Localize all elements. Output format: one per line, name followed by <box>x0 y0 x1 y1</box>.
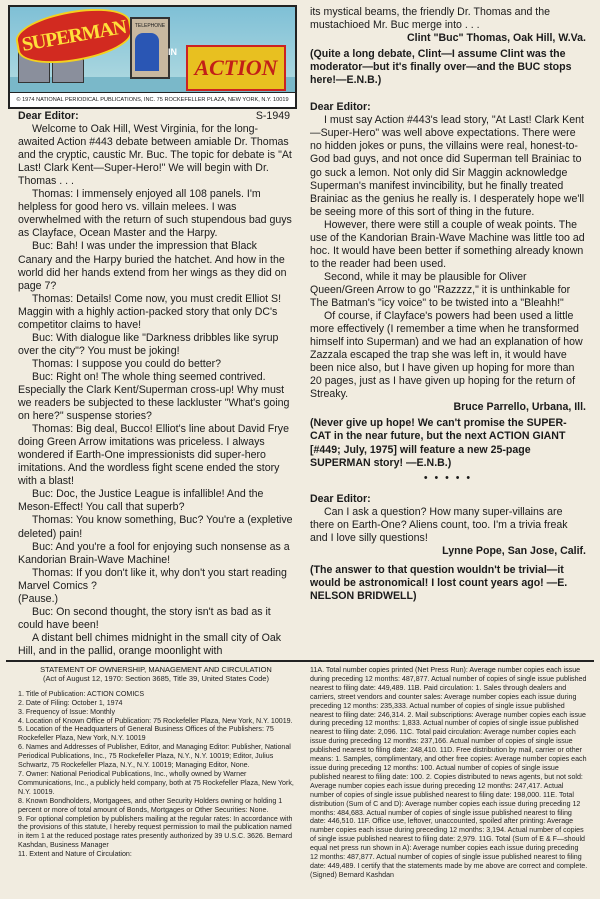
booth-sign: TELEPHONE <box>134 23 166 29</box>
editor-reply: (Never give up hope! We can't promise the SUPER-CAT in the near future, but the next ACTION GIANT [#449; July, 1975] will feature a new 25-page SUPERMAN story! —E.N.B.) <box>310 417 567 469</box>
in-text: IN <box>168 47 177 57</box>
letter-paragraph: However, there were still a couple of weak points. The use of the Kandorian Brain-Wave Machine was little too ad hoc. It would have been better if something already known to the reader had been used. <box>310 218 585 270</box>
letter-paragraph: (Pause.) <box>18 592 59 605</box>
letter-paragraph: Thomas: Big deal, Bucco! Elliot's line about David Frye doing Green Arrow imitations was priceless. I always wondered if Earth-One impressionists did super-hero imitations. And the wordless fight scene ended the story with a blast! <box>18 423 289 488</box>
letter-paragraph: Buc: Doc, the Justice League is infallible! And the Meson-Effect! You call that superb? <box>18 488 264 514</box>
letter-paragraph: Buc: Right on! The whole thing seemed contrived. Especially the Clark Kent/Superman cross-up! Why must we readers be subjected to these lackluster "What's going on here?" suspense stories? <box>18 370 290 423</box>
salutation: Dear Editor: <box>310 492 371 505</box>
ownership-statement-right <box>310 666 588 880</box>
salutation: Dear Editor: <box>18 110 79 122</box>
action-logo: ACTION <box>186 45 286 91</box>
superman-logo: SUPERMAN <box>13 5 136 71</box>
statement-items: 1. Title of Publication: ACTION COMICS 2. Date of Filing: October 1, 1974 3. Frequency of Issue: Monthly 4. Location of Known Office of Publication: 75 Rockefeller Plaza, New York, N.Y. 10019. 5. Location of the Headquarters of General Business Offices of the Publishers: 75 Rockefeller Plaza, New York, N.Y. 10019 6. Names and Addresses of Publisher, Editor, and Managing Editor: Publisher, National Periodical Publications, Inc., 75 Rockefeller Plaza, N.Y., N.Y. 10019; Editor, Julius Schwartz, 75 Rockefeller Plaza, N.Y., N.Y. 10019; Managing Editor, None. 7. Owner: National Periodical Publications, Inc., wholly owned by Warner Communications, Inc., a publicly held company, both at 75 Rockefeller Plaza, New York, N.Y. 10019. 8. Known Bondholders, Mortgagees, and other Security Holders owning or holding 1 percent or more of total amount of Bonds, Mortgages or Other Securities: None. 9. For optional completion by publishers mailing at the regular rates: In accordance with the provisions of this statute, I hereby request permission to mail the publication named in item 1 at the reduced postage rates presently authorized by 39 U.S.C. 3626. Bernard Kashdan, Business Manager 11. Extent and Nature of Circulation: <box>18 689 294 859</box>
right-column <box>310 6 586 603</box>
letter-paragraph: Buc: Bah! I was under the impression that Black Canary and the Harpy buried the hatchet. And how in the world did her hands extend from her wings as they did on page 7? <box>18 240 287 292</box>
letter-paragraph: I must say Action #443's lead story, "At Last! Clark Kent—Super-Hero" was well above expectations. There were no hidden jokes or puns, the villains were real, honest-to-God bad guys, and not once did Superman tell Brainiac to go suck a lemon. Not only did Sir Maggin acknowledge Superman's manifest invincibility, but he finally treated Brainiac as the genius he really is. I desperately hope we'll be seeing more of this sort of thing in the future. <box>310 114 585 218</box>
statement-title: STATEMENT OF OWNERSHIP, MANAGEMENT AND CIRCULATION <box>40 665 272 674</box>
letter-paragraph: Of course, if Clayface's powers had been used a little more effectively (I remember a time when he transformed himself into Superman) and we had an explanation of how Zazzala escaped the trap she was left in, it would have been nice also, but I have given up hoping for more than 20 pages, just as I have given up hoping for the return of Streaky. <box>310 310 583 401</box>
superman-figure <box>135 33 159 71</box>
circulation-figures: 11A. Total number copies printed (Net Press Run): Average number copies each issue during preceding 12 months: 487,877. Actual number of copies of single issue published nearest to filing date: 449,489. 11B. Paid circulation: 1. Sales through dealers and carriers, street vendors and counter sales: Average number copies each issue during preceding 12 months: 235,333. Actual number of copies of single issue published nearest to filing date: 246,314. 2. Mail subscriptions: Average number copies each issue during preceding 12 months: 1,833. Actual number of copies of single issue published nearest to filing date: 2,096. 11C. Total paid circulation: Average number copies each issue during preceding 12 months: 237,166. Actual number of copies of single issue published nearest to filing date: 248,410. 11D. Free distribution by mail, carrier or other means: 1. Samples, complimentary, and other free copies: Average number copies each issue during preceding 12 months: 100. Actual number of copies of single issue published nearest to filing date: 100. 2. Copies distributed to news agents, but not sold: Average number copies each issue during preceding 12 months: 247,417. Actual number of copies of single issue published nearest to filing date: 198,000. 11E. Total distribution (Sum of C and D): Average number copies each issue during preceding 12 months: 484,683. Actual number of copies of single issue published nearest to filing date: 446,510. 11F. Office use, leftover, unaccounted, spoiled after printing: Average number copies each issue during preceding 12 months: 3,194. Actual number of copies of single issue published nearest to filing date: 2,979. 11G. Total (Sum of E & F—should equal net press run shown in A): Average number copies each issue during preceding 12 months: 487,877. Actual number of copies of single issue published nearest to filing date: 449,489. I certify that the statements made by me above are correct and complete. (Signed) Bernard Kashdan <box>310 666 588 879</box>
letter-signature: Lynne Pope, San Jose, Calif. <box>442 544 586 557</box>
letter-paragraph: Buc: With dialogue like "Darkness dribbles like syrup over the city"? You must be joking! <box>18 331 279 357</box>
letter-paragraph: its mystical beams, the friendly Dr. Thomas and the mustachioed Mr. Buc merge into . . . <box>310 6 551 32</box>
letter-code: S-1949 <box>255 110 290 122</box>
editor-reply: (Quite a long debate, Clint—I assume Clint was the moderator—but it's finally over—and the BUC stops here!—E.N.B.) <box>310 48 572 87</box>
letter-paragraph: Thomas: Details! Come now, you must credit Elliot S! Maggin with a highly action-packed story that only DC's competitor claims to have! <box>18 292 282 331</box>
letter-paragraph: Thomas: I immensely enjoyed all 108 panels. I'm helpless for good hero vs. villain melees. I was overwhelmed with the return of such stupendous bad guys as Clayface, Ocean Master and the Harpy. <box>18 188 292 240</box>
letter-paragraph: A distant bell chimes midnight in the small city of Oak Hill, and in the pallid, orange moonlight with <box>18 631 282 657</box>
letter-paragraph: Thomas: If you don't like it, why don't you start reading Marvel Comics ? <box>18 566 287 592</box>
section-divider <box>6 660 594 662</box>
letter-paragraph: Second, while it may be plausible for Oliver Queen/Green Arrow to go "Razzzz," it is unthinkable for The Batman's "icy voice" to be twisted into a "Bleahh!" <box>310 270 571 309</box>
editor-reply: (The answer to that question wouldn't be trivial—it would be astronomical! I lost count years ago! —E. NELSON BRIDWELL) <box>310 563 568 602</box>
letter-paragraph: Buc: And you're a fool for enjoying such nonsense as a Kandorian Brain-Wave Machine! <box>18 540 290 566</box>
letter-paragraph: Welcome to Oak Hill, West Virginia, for the long-awaited Action #443 debate between amiable Dr. Thomas and the cryptic, caustic Mr. Buc. The topic for debate is "At Last! Clark Kent—Super-Hero!" We will begin with Dr. Thomas . . . <box>18 123 292 188</box>
letter-paragraph: Thomas: I suppose you could do better? <box>32 357 222 370</box>
separator-dots: • • • • • <box>423 471 473 484</box>
left-column <box>18 108 294 658</box>
statement-act: (Act of August 12, 1970: Section 3685, Title 39, United States Code) <box>43 673 269 683</box>
letter-signature: Clint "Buc" Thomas, Oak Hill, W.Va. <box>407 32 586 45</box>
letter-paragraph: Buc: On second thought, the story isn't as bad as it could have been! <box>18 605 271 631</box>
copyright-line: © 1974 NATIONAL PERIODICAL PUBLICATIONS, INC. 75 ROCKEFELLER PLAZA, NEW YORK, N.Y. 10019 <box>10 92 295 107</box>
ownership-statement-left <box>18 666 294 859</box>
letter-paragraph: Thomas: You know something, Buc? You're a (expletive deleted) pain! <box>18 514 293 540</box>
salutation: Dear Editor: <box>310 101 371 114</box>
letter-signature: Bruce Parrello, Urbana, Ill. <box>453 401 586 414</box>
letter-paragraph: Can I ask a question? How many super-villains are there on Earth-One? Aliens count, too. I'm a trivia freak and I love silly questions! <box>310 505 568 544</box>
superman-in-action-logo <box>8 5 297 109</box>
